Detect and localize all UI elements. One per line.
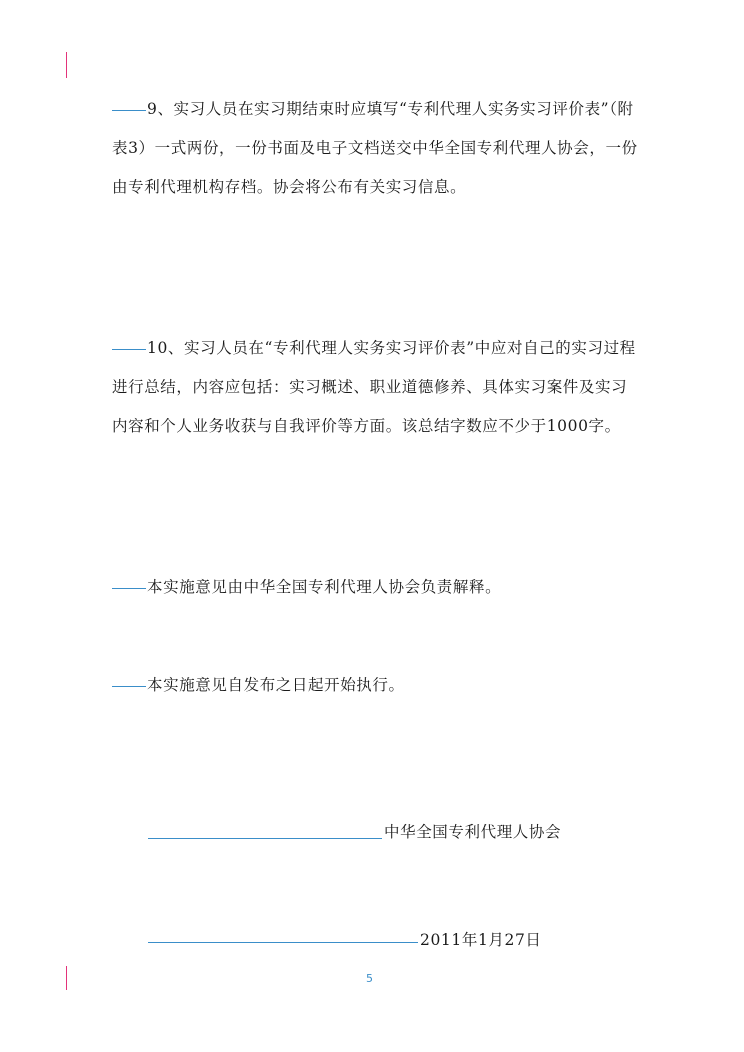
margin-rule-bottom xyxy=(66,966,67,990)
paragraph-effective-text: 本实施意见自发布之日起开始执行。 xyxy=(147,676,405,694)
indent-line xyxy=(112,349,146,350)
margin-rule-top xyxy=(66,52,67,78)
paragraph-9 xyxy=(112,90,640,207)
signature-date-line xyxy=(148,942,418,943)
signature-organization: 中华全国专利代理人协会 xyxy=(384,823,562,841)
signature-org-line xyxy=(148,838,382,839)
indent-line xyxy=(112,588,146,589)
paragraph-10 xyxy=(112,329,640,446)
signature-date: 2011年1月27日 xyxy=(420,931,542,949)
paragraph-9-text: 9、实习人员在实习期结束时应填写“专利代理人实务实习评价表”（附表3）一式两份，一份书面及电子文档送交中华全国专利代理人协会，一份由专利代理机构存档。协会将公布有关实习信息。 xyxy=(112,100,638,196)
paragraph-effective xyxy=(112,666,640,705)
page-number: 5 xyxy=(366,972,373,985)
paragraph-interpretation xyxy=(112,568,640,607)
indent-line xyxy=(112,110,146,111)
paragraph-10-text: 10、实习人员在“专利代理人实务实习评价表”中应对自己的实习过程进行总结，内容应包括：实习概述、职业道德修养、具体实习案件及实习内容和个人业务收获与自我评价等方面。该总结字数应不少于1000字。 xyxy=(112,339,636,435)
paragraph-interpretation-text: 本实施意见由中华全国专利代理人协会负责解释。 xyxy=(147,578,502,596)
indent-line xyxy=(112,686,146,687)
